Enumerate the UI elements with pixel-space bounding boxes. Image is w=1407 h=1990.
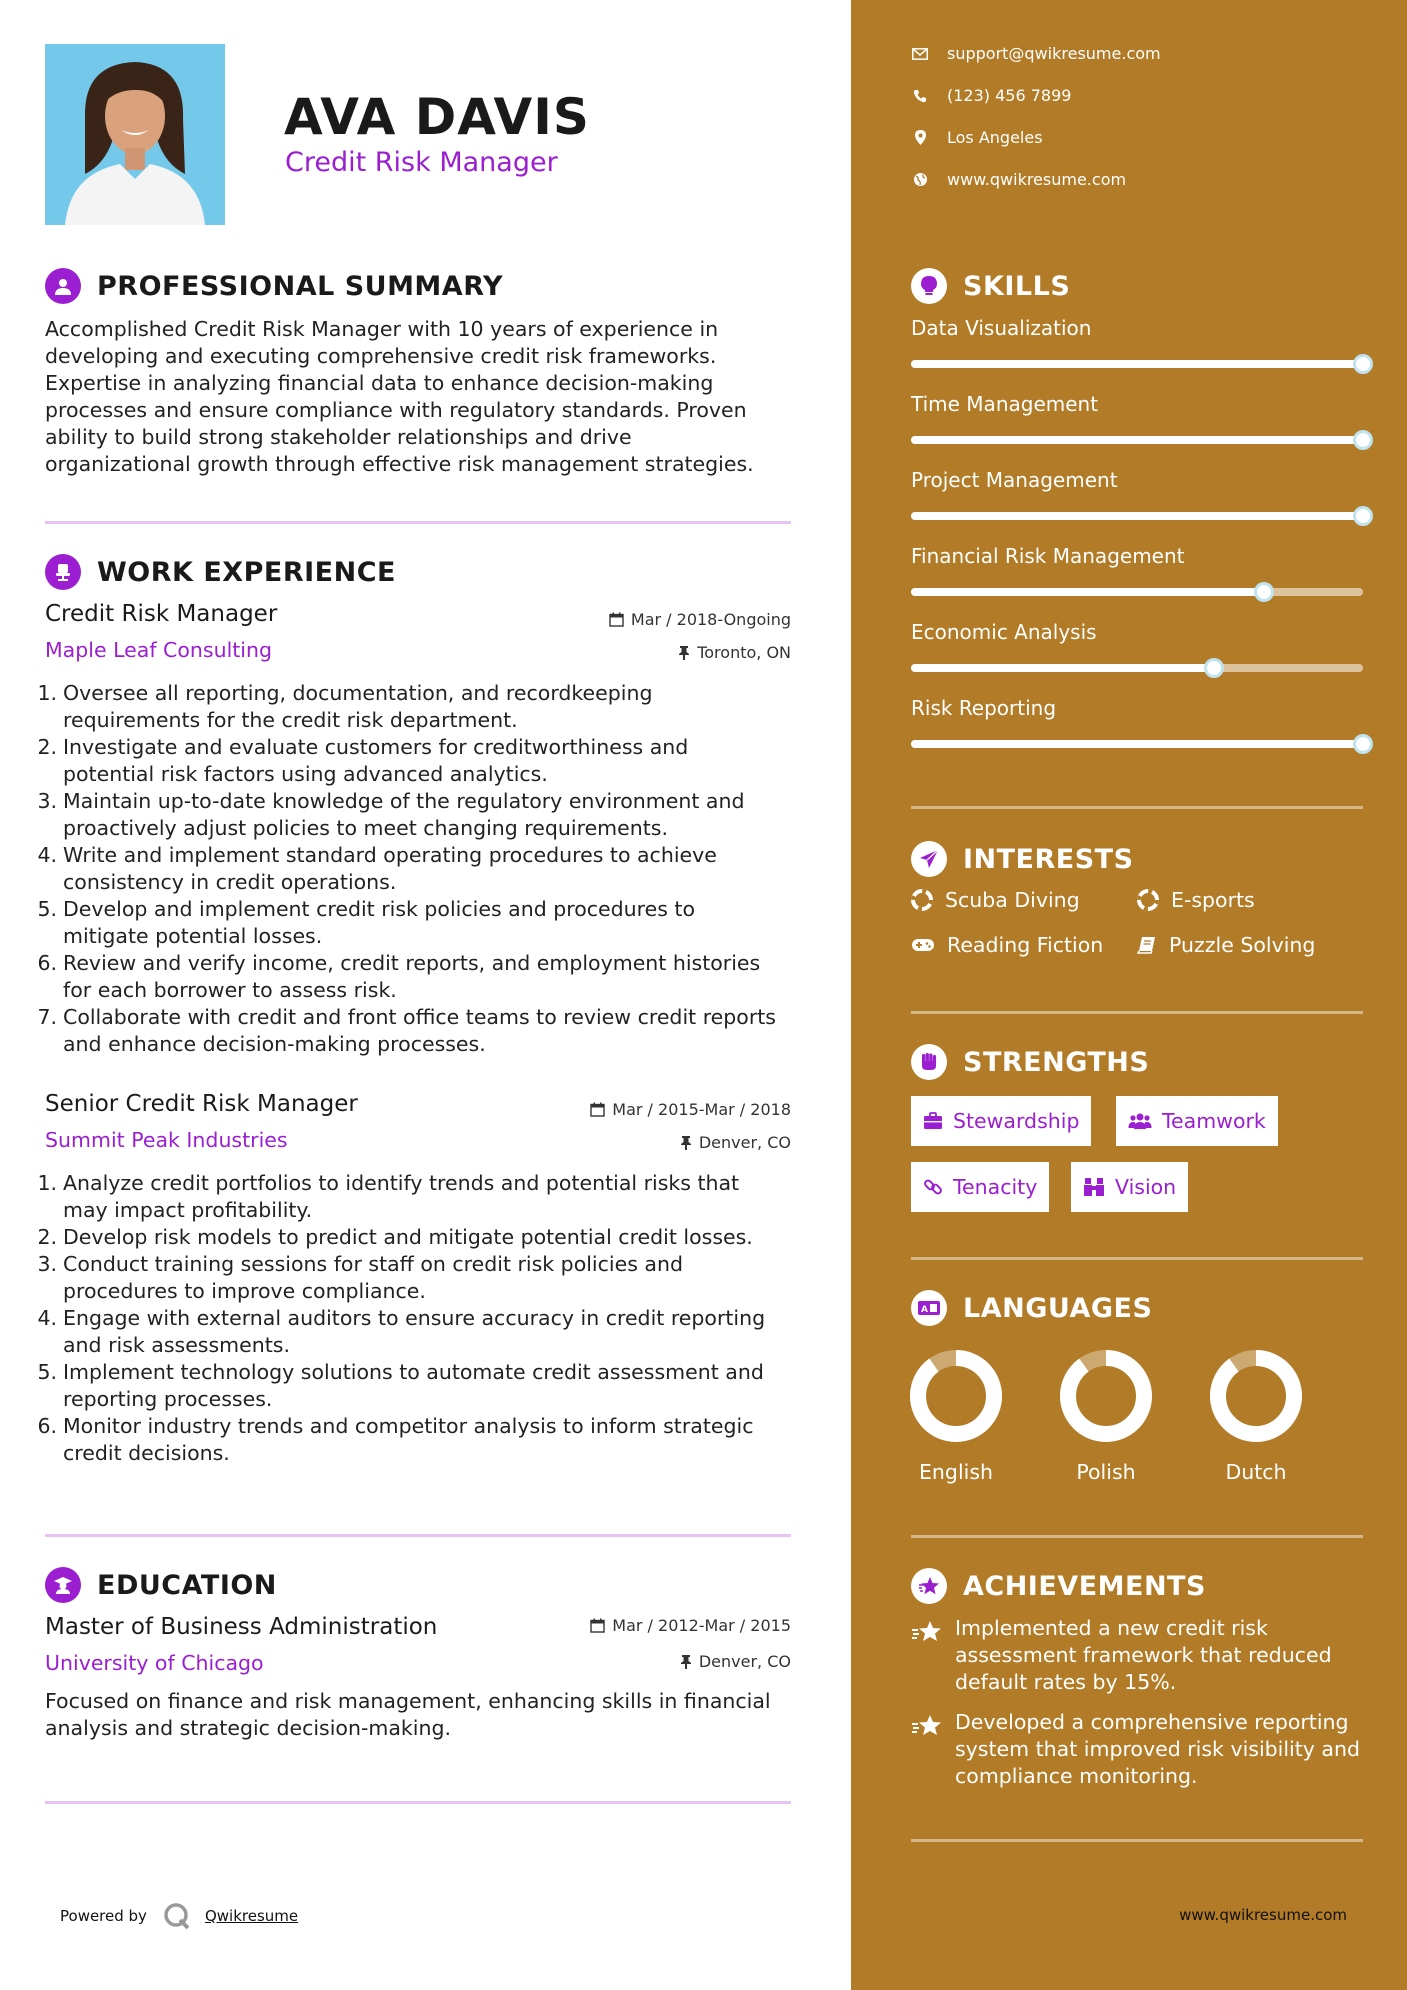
interest-item (1137, 933, 1315, 957)
interests-title: INTERESTS (963, 843, 1134, 875)
contact-website (911, 170, 1126, 189)
skill-bar (911, 360, 1363, 368)
strength-tag (1071, 1162, 1188, 1212)
work-title: WORK EXPERIENCE (97, 556, 396, 588)
education-location-text: Denver, CO (698, 1652, 791, 1671)
skill-level-knob (1353, 430, 1373, 450)
language-item (896, 1346, 1016, 1484)
section-divider (911, 1839, 1363, 1842)
summary-line: organizational growth through effective risk management strategies. (45, 452, 754, 476)
calendar-icon (590, 1102, 605, 1117)
company-name: Summit Peak Industries (45, 1128, 288, 1152)
skill-bar-fill (911, 436, 1363, 444)
users-icon (1128, 1112, 1152, 1130)
link-icon (923, 1177, 943, 1197)
job-dates-text: Mar / 2018-Ongoing (630, 610, 791, 629)
phone-text: (123) 456 7899 (947, 86, 1072, 105)
pin-icon (680, 1654, 692, 1669)
language-ring-fill (1068, 1358, 1144, 1434)
skills-title: SKILLS (963, 270, 1071, 302)
skill-label: Economic Analysis (911, 620, 1097, 644)
strength-tag (1116, 1096, 1278, 1146)
list-item: 1. Analyze credit portfolios to identify trends and potential risks that may impact profitability. (37, 1171, 740, 1222)
job-title: Credit Risk Manager (45, 601, 278, 627)
list-item: 2. Investigate and evaluate customers for creditworthiness and potential risk factors using advanced analytics. (37, 735, 689, 786)
interest-item (1137, 888, 1255, 912)
education-location (680, 1652, 791, 1671)
strengths-header (911, 1044, 1149, 1080)
pin-icon (680, 1135, 692, 1150)
language-ring-fill (1218, 1358, 1294, 1434)
skill-level-knob (1353, 506, 1373, 526)
paper-plane-icon (911, 841, 947, 877)
education-line: analysis and strategic decision-making. (45, 1716, 451, 1740)
job-duties (35, 1170, 795, 1467)
job-title: Senior Credit Risk Manager (45, 1091, 358, 1117)
job-duties (35, 680, 795, 1058)
degree-title: Master of Business Administration (45, 1614, 438, 1640)
language-item (1196, 1346, 1316, 1484)
star-badge-icon (911, 1568, 947, 1604)
section-divider (911, 1011, 1363, 1014)
interest-item (911, 933, 1103, 957)
list-item: 1. Oversee all reporting, documentation, and recordkeeping requirements for the credit risk department. (37, 681, 653, 732)
contact-location (911, 128, 1043, 147)
achievements-header (911, 1568, 1206, 1604)
education-header (45, 1567, 277, 1603)
powered-by (60, 1902, 298, 1930)
sidebar (851, 0, 1407, 1990)
achievement-item (911, 1615, 1371, 1696)
list-item: 5. Implement technology solutions to automate credit assessment and reporting processes. (37, 1360, 764, 1411)
lifebuoy-icon (911, 889, 933, 911)
language-level-ring (906, 1346, 1006, 1446)
candidate-name: AVA DAVIS (284, 88, 590, 146)
language-label: Dutch (1225, 1460, 1287, 1484)
binoculars-icon (1083, 1177, 1105, 1197)
contact-email (911, 44, 1161, 63)
skill-bar (911, 664, 1363, 672)
summary-text (45, 316, 795, 478)
skill-level-knob (1353, 734, 1373, 754)
work-header (45, 554, 396, 590)
skill-label: Data Visualization (911, 316, 1092, 340)
section-divider (911, 1257, 1363, 1260)
skill-level-knob (1254, 582, 1274, 602)
summary-line: ability to build strong stakeholder relationships and drive (45, 425, 632, 449)
skill-bar-fill (911, 360, 1363, 368)
lightbulb-icon (911, 268, 947, 304)
language-label: Polish (1076, 1460, 1136, 1484)
graduate-icon (45, 1567, 81, 1603)
section-divider (45, 1534, 791, 1537)
lifebuoy-icon (1137, 889, 1159, 911)
skill-label: Risk Reporting (911, 696, 1057, 720)
job-location-text: Denver, CO (698, 1133, 791, 1152)
language-label: English (918, 1460, 994, 1484)
job-location-text: Toronto, ON (697, 643, 791, 662)
star-icon (911, 1619, 945, 1696)
fist-icon (911, 1044, 947, 1080)
skill-bar-fill (911, 512, 1363, 520)
strength-label: Stewardship (953, 1109, 1080, 1133)
candidate-role: Credit Risk Manager (285, 147, 558, 178)
strength-tag (911, 1162, 1049, 1212)
summary-header (45, 268, 503, 304)
map-marker-icon (911, 129, 929, 147)
skill-bar (911, 512, 1363, 520)
list-item: 4. Write and implement standard operating procedures to achieve consistency in credit operations. (37, 843, 717, 894)
email-text[interactable]: support@qwikresume.com (947, 44, 1161, 63)
list-item: 2. Develop risk models to predict and mitigate potential credit losses. (37, 1225, 753, 1249)
skill-bar-fill (911, 588, 1264, 596)
education-line: Focused on finance and risk management, enhancing skills in financial (45, 1689, 771, 1713)
translate-icon (911, 1290, 947, 1326)
strength-label: Teamwork (1162, 1109, 1266, 1133)
interest-item (911, 888, 1080, 912)
interest-label: Scuba Diving (945, 888, 1080, 912)
language-level-ring (1056, 1346, 1156, 1446)
job-dates (590, 1100, 791, 1119)
location-text: Los Angeles (947, 128, 1043, 147)
svg-text:A: A (921, 1305, 928, 1315)
chair-icon (45, 554, 81, 590)
language-level-ring (1206, 1346, 1306, 1446)
section-divider (45, 521, 791, 524)
skill-level-knob (1353, 354, 1373, 374)
envelope-icon (911, 45, 929, 63)
list-item: 4. Engage with external auditors to ensure accuracy in credit reporting and risk assessments. (37, 1306, 766, 1357)
education-description (45, 1688, 795, 1742)
user-icon (45, 268, 81, 304)
list-item: 3. Maintain up-to-date knowledge of the regulatory environment and proactively adjust policies to meet changing requirements. (37, 789, 745, 840)
interest-label: Reading Fiction (947, 933, 1104, 957)
pin-icon (678, 645, 690, 660)
section-divider (911, 806, 1363, 809)
education-title: EDUCATION (97, 1569, 277, 1601)
contact-phone (911, 86, 1071, 105)
strength-label: Vision (1115, 1175, 1177, 1199)
company-name: Maple Leaf Consulting (45, 638, 273, 662)
strength-label: Tenacity (953, 1175, 1038, 1199)
phone-icon (911, 87, 929, 105)
gamepad-icon (911, 937, 935, 953)
skill-label: Time Management (911, 392, 1099, 416)
skill-level-knob (1204, 658, 1224, 678)
summary-line: Expertise in analyzing financial data to enhance decision-making (45, 371, 714, 395)
education-dates (590, 1616, 791, 1635)
summary-line: Accomplished Credit Risk Manager with 10 years of experience in (45, 317, 719, 341)
skill-bar (911, 588, 1363, 596)
interest-label: E-sports (1171, 888, 1255, 912)
language-ring-fill (918, 1358, 994, 1434)
strength-tag (911, 1096, 1091, 1146)
achievements-title: ACHIEVEMENTS (963, 1570, 1206, 1602)
languages-header (911, 1290, 1152, 1326)
calendar-icon (590, 1618, 605, 1633)
website-text[interactable]: www.qwikresume.com (947, 170, 1127, 189)
skill-label: Financial Risk Management (911, 544, 1185, 568)
globe-icon (911, 171, 929, 189)
profile-photo (45, 44, 225, 225)
language-item (1046, 1346, 1166, 1484)
job-dates (609, 610, 791, 629)
skills-header (911, 268, 1070, 304)
powered-by-label: Powered by (60, 1907, 147, 1925)
skill-bar-fill (911, 664, 1214, 672)
calendar-icon (609, 612, 624, 627)
achievement-item (911, 1709, 1371, 1790)
star-icon (911, 1713, 945, 1790)
summary-title: PROFESSIONAL SUMMARY (97, 270, 504, 302)
school-name: University of Chicago (45, 1651, 264, 1675)
languages-title: LANGUAGES (963, 1292, 1153, 1324)
briefcase-icon (923, 1112, 943, 1130)
interest-label: Puzzle Solving (1169, 933, 1316, 957)
skill-bar (911, 436, 1363, 444)
brand-link[interactable]: Qwikresume (204, 1907, 299, 1925)
interests-header (911, 841, 1134, 877)
summary-line: processes and ensure compliance with regulatory standards. Proven (45, 398, 747, 422)
list-item: 5. Develop and implement credit risk policies and procedures to mitigate potential losses. (37, 897, 696, 948)
list-item: 7. Collaborate with credit and front office teams to review credit reports and enhance decision-making processes. (37, 1005, 776, 1056)
education-dates-text: Mar / 2012-Mar / 2015 (612, 1616, 791, 1635)
footer-website[interactable]: www.qwikresume.com (1179, 1906, 1347, 1924)
skill-bar (911, 740, 1363, 748)
book-icon (1137, 935, 1157, 955)
list-item: 3. Conduct training sessions for staff on credit risk policies and procedures to improve compliance. (37, 1252, 683, 1303)
skill-bar-fill (911, 740, 1363, 748)
section-divider (45, 1801, 791, 1804)
job-dates-text: Mar / 2015-Mar / 2018 (612, 1100, 791, 1119)
skill-label: Project Management (911, 468, 1118, 492)
qwikresume-logo-icon (163, 1902, 191, 1930)
section-divider (911, 1535, 1363, 1538)
job-location (678, 643, 791, 662)
job-location (680, 1133, 791, 1152)
achievement-text: Implemented a new credit risk assessment framework that reduced default rates by 15%. (955, 1616, 1332, 1694)
achievement-text: Developed a comprehensive reporting system that improved risk visibility and compliance monitoring. (955, 1710, 1360, 1788)
strengths-title: STRENGTHS (963, 1046, 1150, 1078)
list-item: 6. Monitor industry trends and competitor analysis to inform strategic credit decisions. (37, 1414, 754, 1465)
list-item: 6. Review and verify income, credit reports, and employment histories for each borrower to assess risk. (37, 951, 761, 1002)
summary-line: developing and executing comprehensive credit risk frameworks. (45, 344, 717, 368)
